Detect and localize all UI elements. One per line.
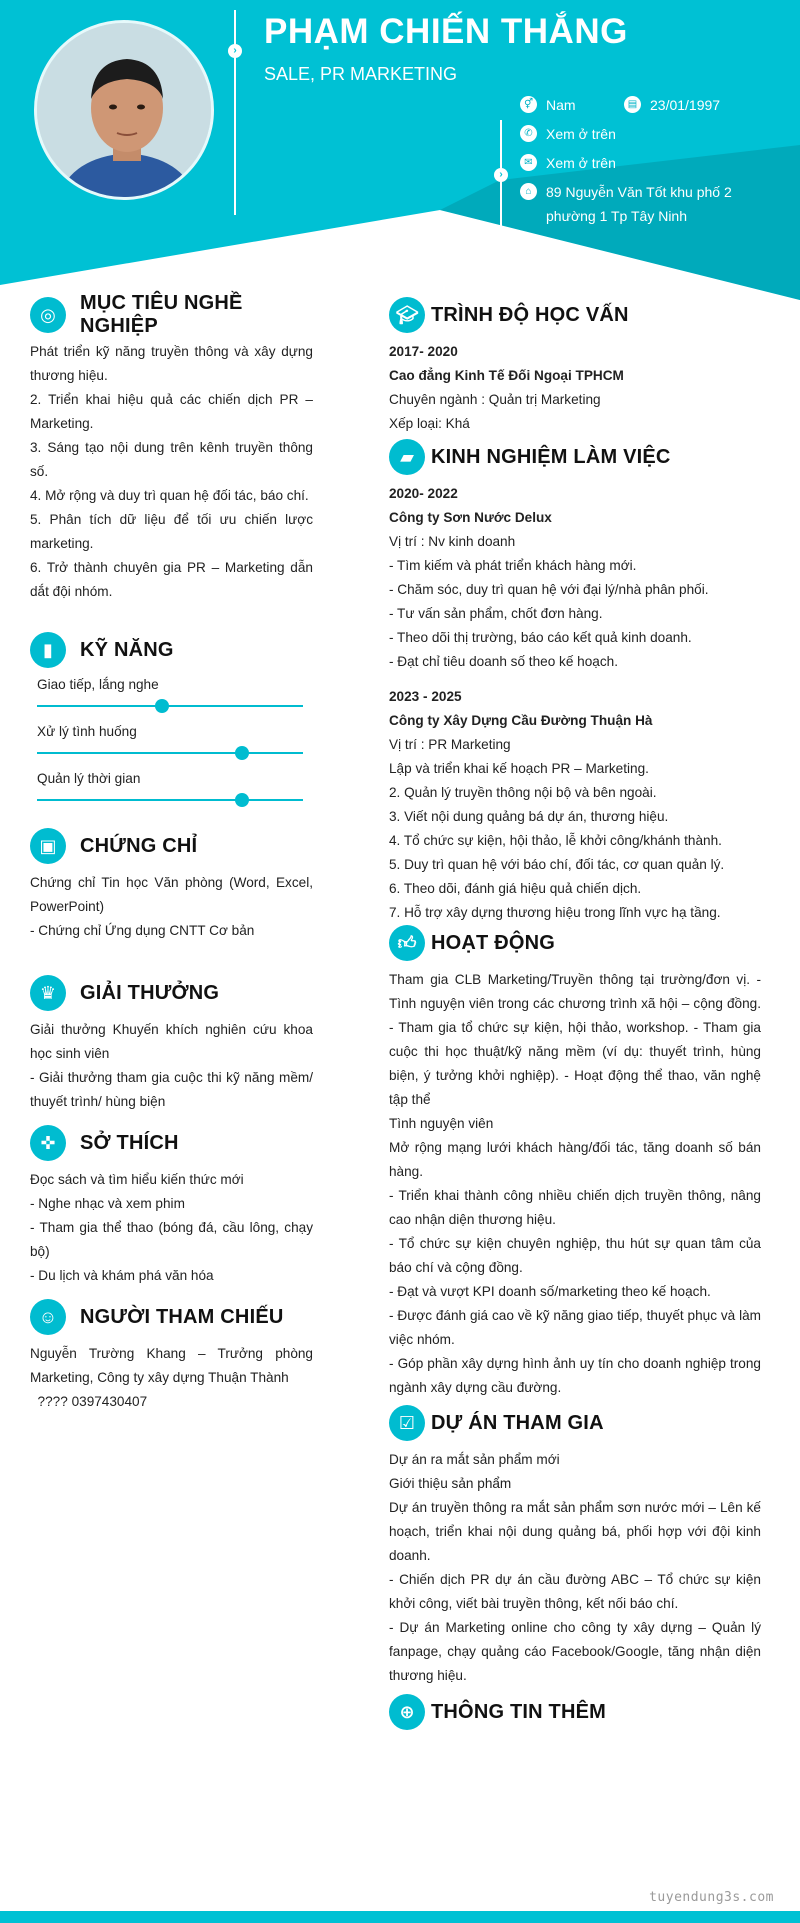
job-company: Công ty Xây Dựng Cầu Đường Thuận Hà: [389, 713, 653, 728]
candidate-name: PHẠM CHIẾN THẮNG: [264, 12, 628, 51]
job-line: - Đạt chỉ tiêu doanh số theo kế hoạch.: [389, 654, 618, 669]
section-title: MỤC TIÊU NGHỀ NGHIỆP: [80, 292, 243, 337]
info-divider-arrow-icon: ›: [494, 168, 508, 182]
watermark: tuyendung3s.com: [649, 1890, 774, 1905]
objective-line: 3. Sáng tạo nội dung trên kênh truyền thông số.: [30, 440, 313, 479]
award-line: Giải thưởng Khuyến khích nghiên cứu khoa học sinh viên: [30, 1022, 313, 1061]
project-line: Dự án ra mắt sản phẩm mới: [389, 1452, 560, 1467]
section-title: CHỨNG CHỈ: [80, 834, 198, 857]
education-major: Chuyên ngành : Quản trị Marketing: [389, 392, 601, 407]
skill-label: Giao tiếp, lắng nghe: [37, 677, 159, 692]
education-period: 2017- 2020: [389, 344, 458, 359]
candidate-title: SALE, PR MARKETING: [264, 64, 458, 84]
objective-line: 2. Triển khai hiệu quả các chiến dịch PR – Marketing.: [30, 392, 313, 431]
activity-line: - Đạt và vượt KPI doanh số/marketing theo kế hoạch.: [389, 1284, 711, 1299]
section-title: HOẠT ĐỘNG: [431, 931, 556, 954]
graduation-cap-icon: 🎓︎: [389, 297, 425, 333]
address-line-1: 89 Nguyễn Văn Tốt khu phố 2: [546, 184, 732, 200]
email-icon: ✉: [520, 154, 537, 171]
section-title: THÔNG TIN THÊM: [431, 1700, 607, 1723]
section-projects: [389, 1404, 761, 1693]
job-line: - Tìm kiếm và phát triển khách hàng mới.: [389, 558, 637, 573]
activity-line: Tham gia CLB Marketing/Truyền thông tại trường/đơn vị. - Tình nguyện viên trong các chương trình xã hội – cộng đồng. - Tham gia tổ chức sự kiện, hội thảo, workshop. - Tham gia cuộc thi học thuật/kỹ năng mềm (ví dụ: thuyết trình, hùng biện, ý tưởng khởi nghiệp). - Hoạt động thể thao, văn nghệ tập thể: [389, 972, 761, 1107]
job-entry: [389, 685, 761, 925]
address-info: [520, 183, 732, 228]
thumbs-up-icon: 👍︎: [389, 925, 425, 961]
trophy-icon: ♛: [30, 975, 66, 1011]
award-line: - Giải thưởng tham gia cuộc thi kỹ năng mềm/ thuyết trình/ hùng biện: [30, 1070, 313, 1109]
job-line: 6. Theo dõi, đánh giá hiệu quả chiến dịch.: [389, 881, 642, 896]
email-value: Xem ở trên: [546, 155, 616, 171]
calendar-icon: ▤: [624, 96, 641, 113]
profile-photo: [34, 20, 214, 200]
skill-item: [30, 769, 313, 816]
education-school: Cao đẳng Kinh Tế Đối Ngoại TPHCM: [389, 368, 624, 383]
job-line: 4. Tổ chức sự kiện, hội thảo, lễ khởi công/khánh thành.: [389, 833, 722, 848]
skill-item: [30, 722, 313, 769]
section-experience: [389, 438, 761, 924]
job-period: 2023 - 2025: [389, 689, 462, 704]
briefcase-icon: ▰: [389, 439, 425, 475]
reference-line: Nguyễn Trường Khang – Trưởng phòng Marketing, Công ty xây dựng Thuận Thành: [30, 1346, 313, 1385]
section-activities: [389, 924, 761, 1404]
skill-track: [37, 799, 303, 801]
job-entry: [389, 482, 761, 674]
job-line: 7. Hỗ trợ xây dựng thương hiệu trong lĩnh vực hạ tầng.: [389, 905, 721, 920]
section-title: GIẢI THƯỞNG: [80, 981, 220, 1004]
skill-label: Quản lý thời gian: [37, 771, 141, 786]
job-line: Vị trí : PR Marketing: [389, 737, 511, 752]
certificate-icon: ▣: [30, 828, 66, 864]
cv-header: [0, 0, 800, 300]
phone-info: [520, 125, 616, 146]
skill-track: [37, 752, 303, 754]
section-title: KỸ NĂNG: [80, 638, 174, 661]
job-company: Công ty Sơn Nước Delux: [389, 510, 552, 525]
skill-level-knob: [155, 699, 169, 713]
project-line: Giới thiệu sản phẩm: [389, 1476, 512, 1491]
skill-level-knob: [235, 793, 249, 807]
section-title: KINH NGHIỆM LÀM VIỆC: [431, 445, 671, 468]
address-value: [546, 180, 732, 228]
birthday-value: 23/01/1997: [650, 97, 721, 113]
home-icon: ⌂: [520, 183, 537, 200]
activity-line: - Góp phần xây dựng hình ảnh uy tín cho doanh nghiệp trong ngành xây dựng cầu đường.: [389, 1356, 761, 1395]
job-line: 2. Quản lý truyền thông nội bộ và bên ngoài.: [389, 785, 657, 800]
objective-line: 5. Phân tích dữ liệu để tối ưu chiến lược marketing.: [30, 512, 313, 551]
header-divider: [234, 10, 236, 215]
phone-icon: ✆: [520, 125, 537, 142]
email-info: [520, 154, 616, 175]
job-line: Vị trí : Nv kinh doanh: [389, 534, 516, 549]
section-title: SỞ THÍCH: [80, 1131, 179, 1154]
project-line: - Chiến dịch PR dự án cầu đường ABC – Tổ chức sự kiện khởi công, viết bài truyền thông, kết nối báo chí.: [389, 1572, 761, 1611]
job-line: - Chăm sóc, duy trì quan hệ với đại lý/nhà phân phối.: [389, 582, 709, 597]
bar-chart-icon: ▮: [30, 632, 66, 668]
gender-value: Nam: [546, 97, 576, 113]
activity-line: - Triển khai thành công nhiều chiến dịch truyền thông, nâng cao nhận diện thương hiệu.: [389, 1188, 761, 1227]
section-objective: [30, 292, 313, 631]
target-icon: ◎: [30, 297, 66, 333]
user-icon: ☺: [30, 1299, 66, 1335]
section-certificates: [30, 827, 313, 974]
section-awards: [30, 974, 313, 1124]
project-line: - Dự án Marketing online cho công ty xây dựng – Quản lý fanpage, chạy quảng cáo Facebook/Google, tăng nhận diện thương hiệu.: [389, 1620, 761, 1683]
section-title: TRÌNH ĐỘ HỌC VẤN: [431, 303, 629, 326]
section-hobbies: [30, 1124, 313, 1298]
plus-icon: ⊕: [389, 1694, 425, 1730]
address-line-2: phường 1 Tp Tây Ninh: [546, 208, 688, 224]
hobby-line: Đọc sách và tìm hiểu kiến thức mới: [30, 1172, 244, 1187]
job-line: - Tư vấn sản phẩm, chốt đơn hàng.: [389, 606, 603, 621]
gender-icon: ⚥: [520, 96, 537, 113]
certificate-line: - Chứng chỉ Ứng dụng CNTT Cơ bản: [30, 923, 255, 938]
skill-label: Xử lý tình huống: [37, 724, 137, 739]
activity-line: Tình nguyện viên: [389, 1116, 494, 1131]
certificate-line: Chứng chỉ Tin học Văn phòng (Word, Excel, PowerPoint): [30, 875, 313, 914]
birthday-info: [624, 96, 720, 117]
skill-item: [30, 675, 313, 722]
footer-bar: [0, 1911, 800, 1923]
section-references: [30, 1298, 313, 1414]
phone-value: Xem ở trên: [546, 126, 616, 142]
job-period: 2020- 2022: [389, 486, 458, 501]
gamepad-icon: ✜: [30, 1125, 66, 1161]
activity-line: - Tổ chức sự kiện chuyên nghiệp, thu hút sự quan tâm của báo chí và cộng đồng.: [389, 1236, 761, 1275]
reference-phone: ???? 0397430407: [30, 1394, 148, 1409]
job-line: Lập và triển khai kế hoạch PR – Marketing.: [389, 761, 649, 776]
project-line: Dự án truyền thông ra mắt sản phẩm sơn nước mới – Lên kế hoạch, triển khai nội dung quảng bá, phối hợp với đội kinh doanh.: [389, 1500, 761, 1563]
skill-track: [37, 705, 303, 707]
checklist-icon: ☑: [389, 1405, 425, 1441]
objective-line: 4. Mở rộng và duy trì quan hệ đối tác, báo chí.: [30, 488, 309, 503]
left-column: [30, 292, 313, 1414]
header-divider-arrow-icon: ›: [228, 44, 242, 58]
section-education: [389, 296, 761, 438]
education-grade: Xếp loại: Khá: [389, 416, 470, 431]
section-skills: [30, 631, 313, 827]
job-line: 3. Viết nội dung quảng bá dự án, thương hiệu.: [389, 809, 669, 824]
avatar-illustration: [37, 23, 214, 200]
right-column: [389, 296, 761, 1737]
section-title: DỰ ÁN THAM GIA: [431, 1411, 604, 1434]
activity-line: - Được đánh giá cao về kỹ năng giao tiếp, thuyết phục và làm việc nhóm.: [389, 1308, 761, 1347]
objective-line: 6. Trở thành chuyên gia PR – Marketing dẫn dắt đội nhóm.: [30, 560, 313, 599]
hobby-line: - Nghe nhạc và xem phim: [30, 1196, 185, 1211]
skill-level-knob: [235, 746, 249, 760]
section-title: NGƯỜI THAM CHIẾU: [80, 1305, 284, 1328]
hobby-line: - Tham gia thể thao (bóng đá, cầu lông, chạy bộ): [30, 1220, 313, 1259]
activity-line: Mở rộng mạng lưới khách hàng/đối tác, tăng doanh số bán hàng.: [389, 1140, 761, 1179]
hobby-line: - Du lịch và khám phá văn hóa: [30, 1268, 214, 1283]
section-more-info: [389, 1693, 761, 1731]
objective-line: Phát triển kỹ năng truyền thông và xây dựng thương hiệu.: [30, 344, 313, 383]
job-line: 5. Duy trì quan hệ với báo chí, đối tác, cơ quan quản lý.: [389, 857, 725, 872]
gender-info: [520, 96, 576, 117]
job-line: - Theo dõi thị trường, báo cáo kết quả kinh doanh.: [389, 630, 692, 645]
